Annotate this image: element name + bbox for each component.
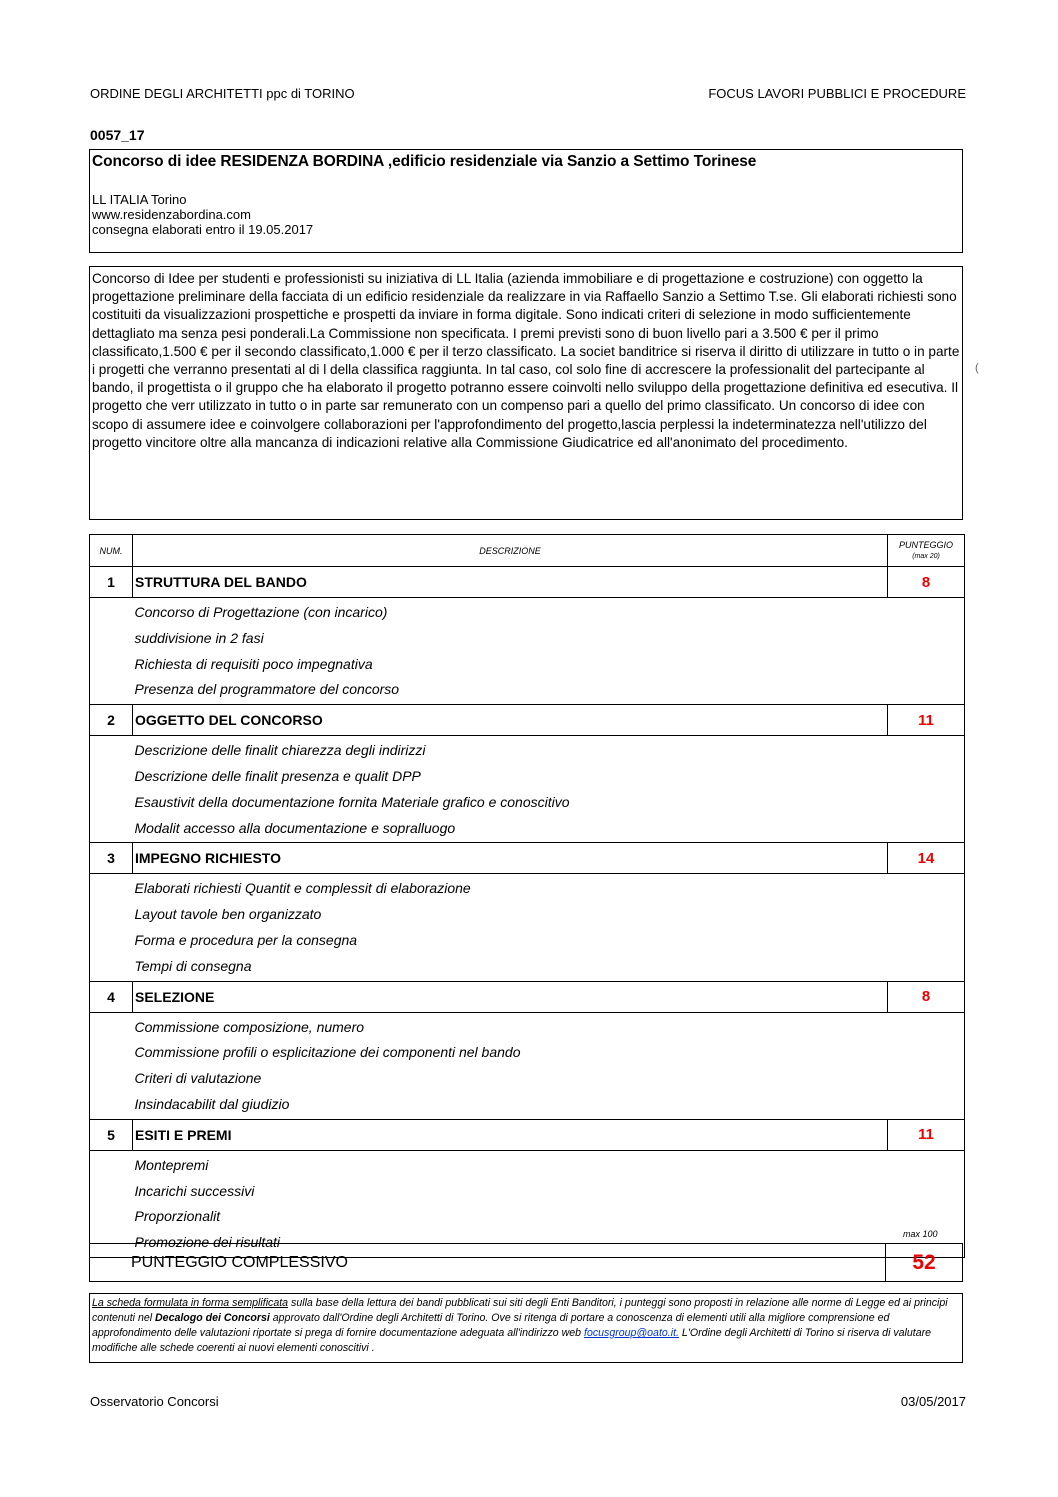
criteria-list bbox=[133, 1150, 965, 1257]
header-left: ORDINE DEGLI ARCHITETTI ppc di TORINO bbox=[90, 86, 355, 101]
section-items-row bbox=[90, 598, 965, 705]
criterion-item: Elaborati richiesti Quantit e complessit di elaborazione bbox=[134, 880, 471, 897]
items-spacer bbox=[90, 1150, 133, 1257]
items-spacer bbox=[90, 1012, 133, 1119]
criterion-item: suddivisione in 2 fasi bbox=[134, 629, 264, 646]
evaluation-table bbox=[89, 534, 965, 1258]
section-score: 8 bbox=[888, 567, 965, 598]
margin-mark: ( bbox=[975, 362, 979, 374]
items-spacer bbox=[90, 736, 133, 843]
criterion-item: Forma e procedura per la consegna bbox=[134, 931, 358, 948]
criterion-item: Insindacabilit dal giudizio bbox=[134, 1095, 290, 1112]
col-num: NUM. bbox=[90, 535, 133, 567]
criterion-item: Modalit accesso alla documentazione e sopralluogo bbox=[134, 819, 456, 836]
section-num: 3 bbox=[90, 843, 133, 874]
criterion-item: Incarichi successivi bbox=[134, 1182, 255, 1199]
section-row bbox=[90, 843, 965, 874]
max-score: max 100 bbox=[903, 1229, 938, 1239]
deadline: consegna elaborati entro il 19.05.2017 bbox=[92, 222, 314, 237]
section-title: IMPEGNO RICHIESTO bbox=[133, 843, 888, 874]
section-title: ESITI E PREMI bbox=[133, 1119, 888, 1150]
header-right: FOCUS LAVORI PUBBLICI E PROCEDURE bbox=[708, 86, 966, 101]
description-box bbox=[89, 266, 963, 520]
total-label: PUNTEGGIO COMPLESSIVO bbox=[131, 1254, 348, 1271]
section-row bbox=[90, 567, 965, 598]
footer-left: Osservatorio Concorsi bbox=[90, 1394, 219, 1409]
items-spacer bbox=[90, 874, 133, 981]
section-score: 8 bbox=[888, 981, 965, 1012]
section-row bbox=[90, 1119, 965, 1150]
total-box bbox=[89, 1243, 963, 1282]
document-code: 0057_17 bbox=[90, 127, 145, 143]
note-body-3: L'Ordine degli Architetti di Torino si riserva di valutare modifiche alle schede coerenti ai nuovi elementi conoscitivi . bbox=[92, 1327, 932, 1354]
criteria-list bbox=[133, 874, 965, 981]
criterion-item: Tempi di consegna bbox=[134, 957, 252, 974]
section-score: 11 bbox=[888, 1119, 965, 1150]
criterion-item: Commissione profili o esplicitazione dei componenti nel bando bbox=[134, 1044, 521, 1061]
section-title: OGGETTO DEL CONCORSO bbox=[133, 705, 888, 736]
section-items-row bbox=[90, 1012, 965, 1119]
criterion-item: Presenza del programmatore del concorso bbox=[134, 681, 400, 698]
competition-title: Concorso di idee RESIDENZA BORDINA ,edificio residenziale via Sanzio a Settimo Torinese bbox=[92, 153, 757, 170]
section-row bbox=[90, 981, 965, 1012]
table-sections bbox=[90, 567, 965, 1258]
table-header bbox=[90, 535, 965, 567]
section-num: 5 bbox=[90, 1119, 133, 1150]
section-num: 2 bbox=[90, 705, 133, 736]
organizer: LL ITALIA Torino bbox=[92, 192, 187, 207]
footer-date: 03/05/2017 bbox=[900, 1394, 966, 1409]
section-items-row bbox=[90, 736, 965, 843]
competition-info bbox=[92, 192, 313, 237]
section-title: STRUTTURA DEL BANDO bbox=[133, 567, 888, 598]
section-score: 14 bbox=[888, 843, 965, 874]
criterion-item: Proporzionalit bbox=[134, 1208, 221, 1225]
section-score: 11 bbox=[888, 705, 965, 736]
criterion-item: Richiesta di requisiti poco impegnativa bbox=[134, 655, 373, 672]
competition-box bbox=[89, 149, 963, 253]
criteria-list bbox=[133, 598, 965, 705]
col-desc: DESCRIZIONE bbox=[133, 535, 888, 567]
col-score-label: PUNTEGGIO bbox=[898, 539, 953, 550]
criterion-item: Concorso di Progettazione (con incarico) bbox=[134, 604, 388, 620]
total-value: 52 bbox=[885, 1244, 962, 1281]
col-score-max: (max 20) bbox=[912, 552, 940, 560]
section-items-row bbox=[90, 874, 965, 981]
note-intro: La scheda formulata in forma semplificata bbox=[92, 1297, 289, 1309]
website: www.residenzabordina.com bbox=[92, 207, 251, 222]
criteria-list bbox=[133, 1012, 965, 1119]
section-num: 4 bbox=[90, 981, 133, 1012]
criterion-item: Layout tavole ben organizzato bbox=[134, 906, 322, 923]
criterion-item: Montepremi bbox=[134, 1156, 209, 1173]
section-num: 1 bbox=[90, 567, 133, 598]
note-email-link[interactable]: focusgroup@oato.it. bbox=[584, 1327, 679, 1339]
description-text: Concorso di Idee per studenti e professionisti su iniziativa di LL Italia (azienda immobiliare e di progettazione e costruzione) con oggetto la progettazione preliminare della facciata di un edificio residenziale da realizzare in via Raffaello Sanzio a Settimo T.se. Gli elaborati richiesti sono costituiti da visualizzazioni prospettiche e prospetti da inviare in forma digitale. Sono indicati criteri di selezione in modo sufficientemente dettagliato ma senza pesi ponderali.La Commissione non specificata. I premi previsti sono di buon livello pari a 3.500 € per il primo classificato,1.500 € per il secondo classificato,1.000 € per il terzo classificato. La societ banditrice si riserva il diritto di utilizzare in tutto o in parte i progetti che verranno presentati al di l della classifica raggiunta. In tal caso, col solo fine di accrescere la professionalit del partecipante al bando, il progettista o il gruppo che ha elaborato il progetto potranno essere coinvolti nello sviluppo della progettazione definitiva ed esecutiva. Il progetto che verr utilizzato in tutto o in parte sar remunerato con un compenso pari a quello del primo classificato. Un concorso di idee con scopo di assumere idee e coinvolgere collaborazioni per l'approfondimento del progetto,lascia perplessi la indeterminatezza nell'utilizzo del progetto vincitore oltre alla mancanza di indicazioni relative alla Commissione Giudicatrice ed all'anonimato del procedimento. bbox=[92, 271, 960, 450]
section-row bbox=[90, 705, 965, 736]
note-box bbox=[89, 1293, 963, 1363]
criterion-item: Criteri di valutazione bbox=[134, 1070, 262, 1087]
note-text bbox=[92, 1296, 960, 1356]
criterion-item: Promozione dei risultati bbox=[134, 1234, 281, 1251]
criterion-item: Descrizione delle finalit chiarezza degli indirizzi bbox=[134, 742, 426, 759]
criterion-item: Commissione composizione, numero bbox=[134, 1018, 365, 1035]
criteria-list bbox=[133, 736, 965, 843]
section-items-row bbox=[90, 1150, 965, 1257]
section-title: SELEZIONE bbox=[133, 981, 888, 1012]
note-decalogo: Decalogo dei Concorsi bbox=[155, 1312, 270, 1324]
criterion-item: Descrizione delle finalit presenza e qualit DPP bbox=[134, 767, 421, 784]
items-spacer bbox=[90, 598, 133, 705]
col-score bbox=[888, 535, 965, 567]
note-body-2: approvato dall'Ordine degli Architetti di Torino. Ove si ritenga di portare a conoscenza di elementi utili alla migliore comprensione ed approfondimento delle valutazioni riportate si prega di fornire documentazione adeguata all'indirizzo web bbox=[92, 1312, 890, 1339]
note-body-1: sulla base della lettura dei bandi pubblicati sui siti degli Enti Banditori, i punteggi sono proposti in relazione alle norme di Legge ed ai principi contenuti nel bbox=[92, 1297, 948, 1324]
criterion-item: Esaustivit della documentazione fornita Materiale grafico e conoscitivo bbox=[134, 793, 570, 810]
